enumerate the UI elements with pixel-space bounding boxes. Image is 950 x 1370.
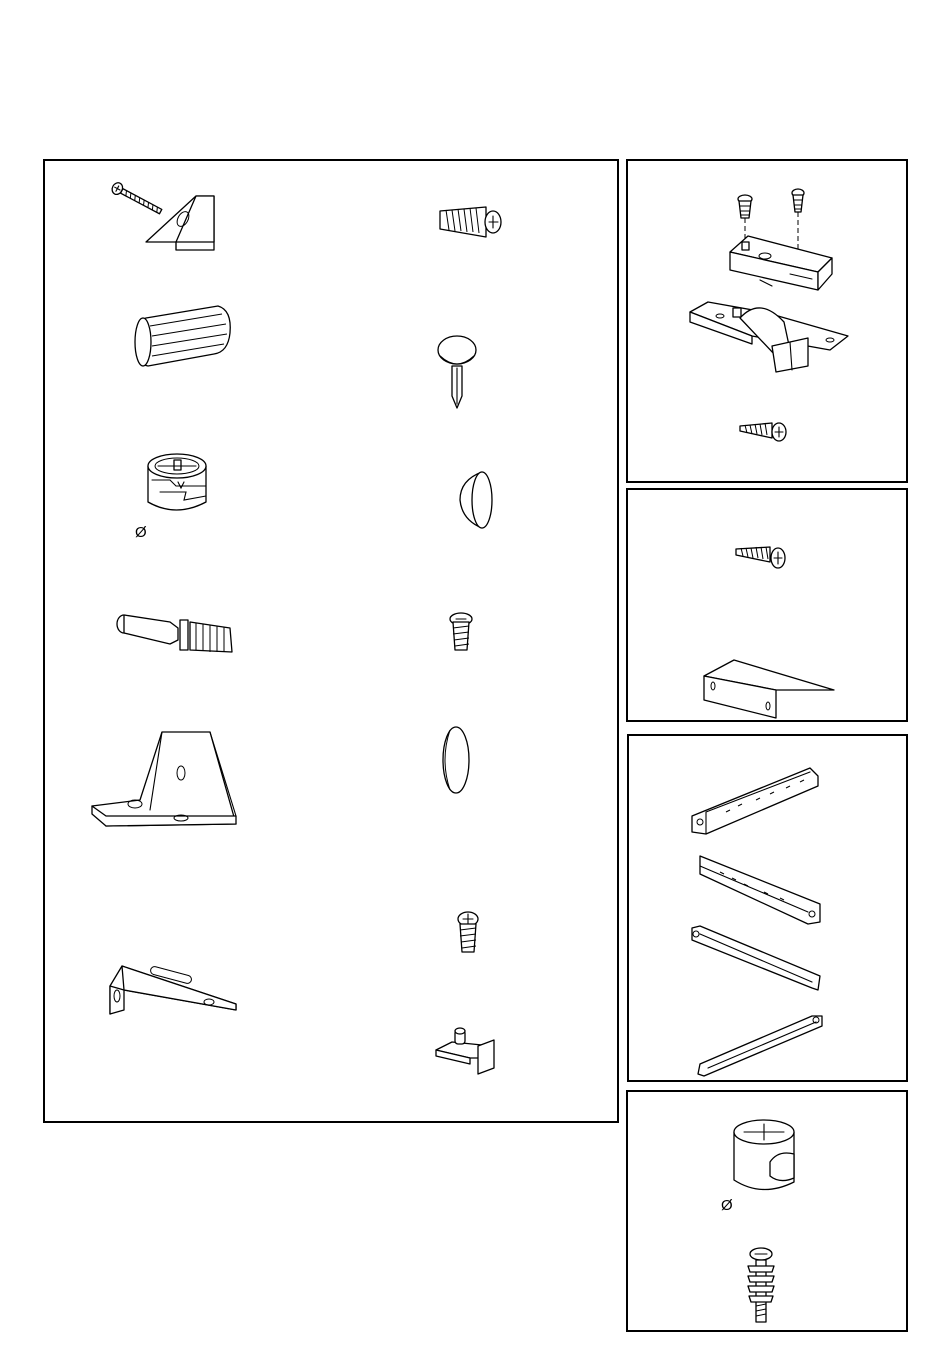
diameter-label-1: Ø [135, 524, 147, 541]
hinge-icon [690, 189, 848, 441]
flap-screw-icon [736, 547, 785, 568]
drawer-runner-icon [692, 768, 822, 1076]
expansion-bolt-icon [748, 1248, 774, 1322]
flap-part-icon [704, 660, 834, 718]
cam-connector-icon [734, 1120, 794, 1190]
diameter-label-2: Ø [721, 1197, 733, 1214]
